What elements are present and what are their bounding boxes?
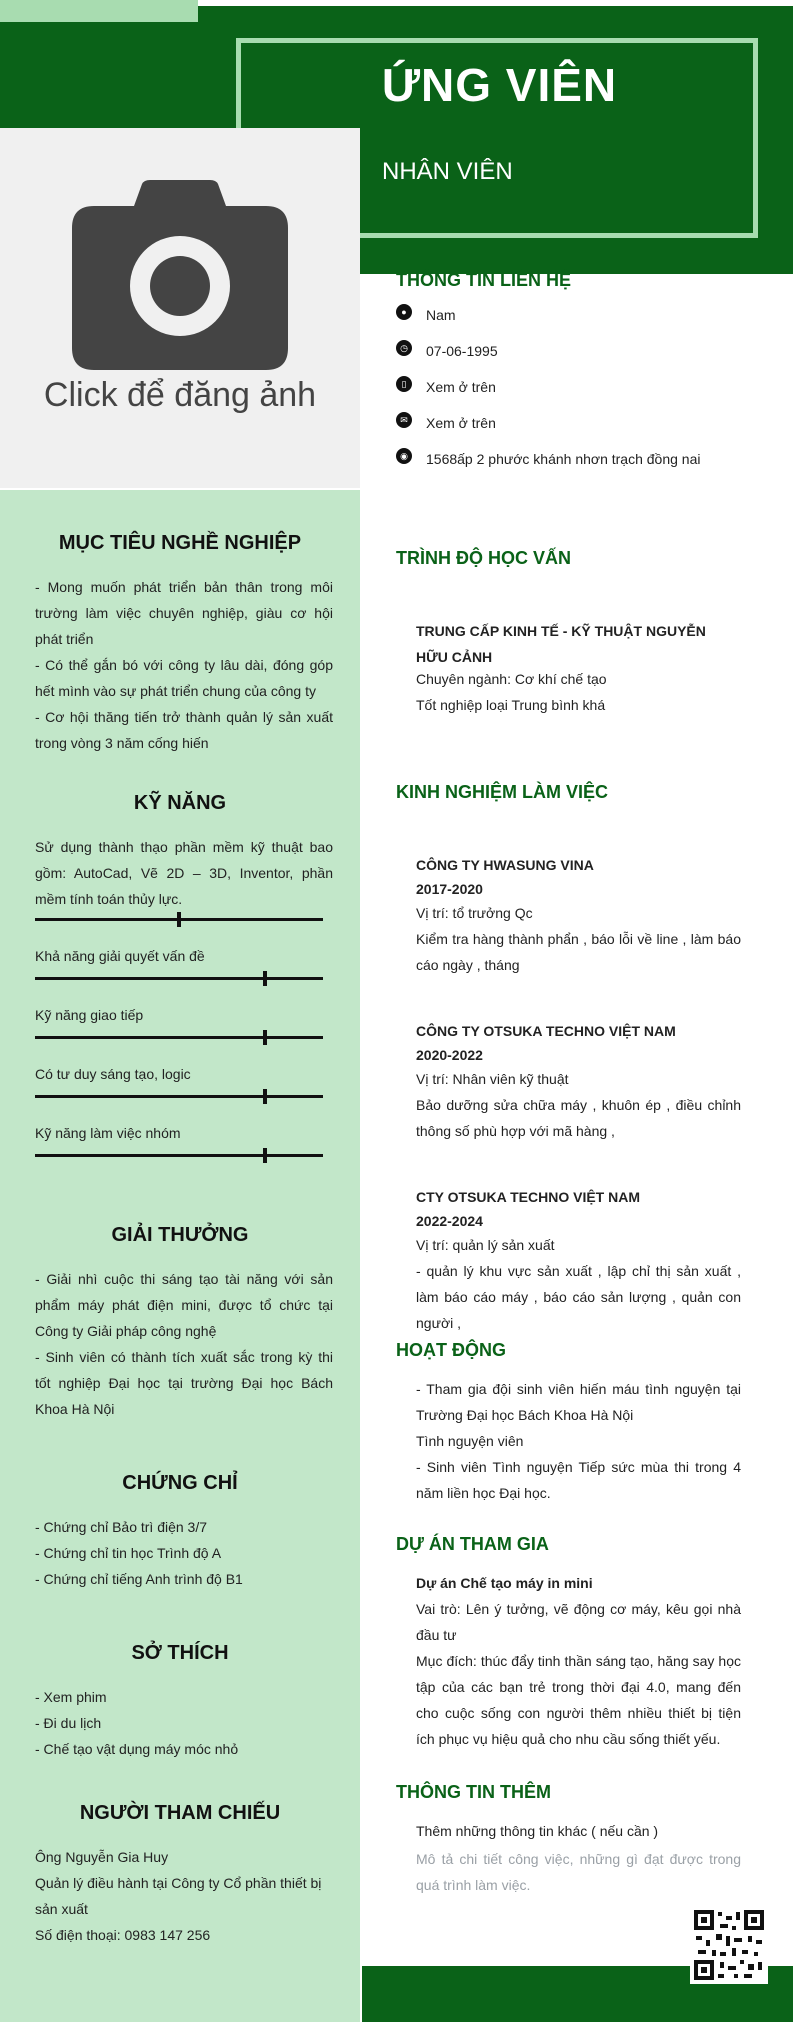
contact-phone[interactable]: Xem ở trên [426,379,496,395]
contact-address[interactable]: 1568ấp 2 phước khánh nhơn trạch đồng nai [426,451,701,467]
job-description[interactable]: - quản lý khu vực sản xuất , lập chỉ thị sản xuất , làm báo cáo máy , báo cáo sản lượng , quản con người , [416,1263,741,1331]
projects-title[interactable]: DỰ ÁN THAM GIA [396,1534,549,1554]
contact-title[interactable]: THÔNG TIN LIÊN HỆ [396,270,571,290]
skill-label[interactable]: Kỹ năng giao tiếp [35,1007,144,1023]
education-grade[interactable]: Tốt nghiệp loại Trung bình khá [416,697,606,713]
education-title[interactable]: TRÌNH ĐỘ HỌC VẤN [396,548,571,568]
references-title[interactable]: NGƯỜI THAM CHIẾU [79,1802,281,1824]
job-role[interactable]: Vị trí: Nhân viên kỹ thuật [416,1071,569,1087]
skills-intro[interactable]: Sử dụng thành thạo phần mềm kỹ thuật bao gồm: AutoCad, Vẽ 2D – 3D, Inventor, phần mềm tính toán thủy lực. [35,839,333,907]
job-company[interactable]: CÔNG TY HWASUNG VINA [416,857,594,873]
additional-text[interactable]: Thêm những thông tin khác ( nếu cần ) [416,1823,659,1839]
birthday-icon: ◷ [396,340,412,356]
camera-icon[interactable] [72,180,288,370]
phone-icon: ▯ [396,376,412,392]
education-major[interactable]: Chuyên ngành: Cơ khí chế tạo [416,671,607,687]
candidate-position[interactable]: NHÂN VIÊN [382,158,513,185]
skill-bar-1[interactable] [35,918,323,921]
project-description[interactable]: Vai trò: Lên ý tưởng, vẽ động cơ máy, kêu gọi nhà đầu tư Mục đích: thúc đẩy tinh thần sáng tạo, hăng say học tập của các bạn trẻ trong thời đại 4.0, mang đến cho cuộc sống con người thêm nhiều thiết bị tiện ích phục vụ hiệu quả cho nhu cầu sống thiết yếu. [416,1601,741,1747]
skills-title[interactable]: KỸ NĂNG [133,792,227,814]
job-company[interactable]: CTY OTSUKA TECHNO VIỆT NAM [416,1189,641,1205]
skill-bar-2[interactable] [35,977,323,980]
additional-placeholder[interactable]: Mô tả chi tiết công việc, những gì đạt được trong quá trình làm việc. [416,1851,741,1893]
skill-bar-3[interactable] [35,1036,323,1039]
skill-knob[interactable] [263,1148,267,1163]
references-text[interactable]: Ông Nguyễn Gia Huy Quản lý điều hành tại Công ty Cổ phần thiết bị sản xuất Số điện thoại: 0983 147 256 [35,1849,322,1943]
job-description[interactable]: Bảo dưỡng sửa chữa máy , khuôn ép , điều chỉnh thông số phù hợp với mã hàng , [416,1097,741,1139]
education-school[interactable]: TRUNG CẤP KINH TẾ - KỸ THUẬT NGUYỄN HỮU CẢNH [416,623,706,665]
header-accent-strip [0,0,198,22]
skill-label[interactable]: Có tư duy sáng tạo, logic [35,1066,191,1082]
hobbies-title[interactable]: SỞ THÍCH [131,1642,229,1664]
photo-upload-caption[interactable]: Click để đăng ảnh [43,376,317,414]
project-name[interactable]: Dự án Chế tạo máy in mini [416,1575,593,1591]
skill-bar-4[interactable] [35,1095,323,1098]
job-role[interactable]: Vị trí: tổ trưởng Qc [416,905,533,921]
skill-knob[interactable] [263,1030,267,1045]
job-company[interactable]: CÔNG TY OTSUKA TECHNO VIỆT NAM [416,1023,676,1039]
job-period[interactable]: 2020-2022 [416,1047,483,1063]
skill-bar-5[interactable] [35,1154,323,1157]
experience-title[interactable]: KINH NGHIỆM LÀM VIỆC [396,782,609,802]
job-period[interactable]: 2022-2024 [416,1213,483,1229]
hobbies-text[interactable]: - Xem phim - Đi du lịch - Chế tạo vật dụng máy móc nhỏ [35,1689,239,1757]
contact-email[interactable]: Xem ở trên [426,415,496,431]
job-period[interactable]: 2017-2020 [416,881,483,897]
certificates-text[interactable]: - Chứng chỉ Bảo trì điện 3/7 - Chứng chỉ tin học Trình độ A - Chứng chỉ tiếng Anh trình độ B1 [35,1519,243,1587]
job-role[interactable]: Vị trí: quản lý sản xuất [416,1237,555,1253]
certificates-title[interactable]: CHỨNG CHỈ [122,1472,238,1494]
gender-icon: ● [396,304,412,320]
contact-birthday[interactable]: 07-06-1995 [426,343,498,359]
email-icon: ✉ [396,412,412,428]
awards-text[interactable]: - Giải nhì cuộc thi sáng tạo tài năng với sản phẩm máy phát điện mini, được tổ chức tại Công ty Giải pháp công nghệ - Sinh viên có thành tích xuất sắc trong kỳ thi tốt nghiệp Đại học tại trường Đại học Bách Khoa Hà Nội [35,1271,333,1417]
additional-title[interactable]: THÔNG TIN THÊM [396,1782,551,1802]
activities-title[interactable]: HOẠT ĐỘNG [396,1340,506,1360]
awards-title[interactable]: GIẢI THƯỞNG [111,1224,249,1246]
skill-knob[interactable] [263,1089,267,1104]
skill-label[interactable]: Kỹ năng làm việc nhóm [35,1125,181,1141]
objective-text[interactable]: - Mong muốn phát triển bản thân trong môi trường làm việc chuyên nghiệp, giàu cơ hội phát triển - Có thể gắn bó với công ty lâu dài, đóng góp hết mình vào sự phát triển chung của công ty - Cơ hội thăng tiến trở thành quản lý sản xuất trong vòng 3 năm cống hiến [35,579,333,751]
contact-gender[interactable]: Nam [426,307,456,323]
job-description[interactable]: Kiểm tra hàng thành phẩn , báo lỗi về line , làm báo cáo ngày , tháng [416,931,741,973]
skill-knob[interactable] [263,971,267,986]
candidate-name[interactable]: ỨNG VIÊN [381,59,618,111]
location-icon: ◉ [396,448,412,464]
skill-label[interactable]: Khả năng giải quyết vấn đề [35,948,205,964]
qr-code-icon [690,1906,768,1984]
activities-text[interactable]: - Tham gia đội sinh viên hiến máu tình nguyện tại Trường Đại học Bách Khoa Hà Nội Tình nguyện viên - Sinh viên Tình nguyện Tiếp sức mùa thi trong 4 năm liền học Đại học. [416,1381,741,1501]
objective-title[interactable]: MỤC TIÊU NGHỀ NGHIỆP [58,532,302,554]
qr-code-graphic [694,1910,764,1980]
skill-knob[interactable] [177,912,181,927]
